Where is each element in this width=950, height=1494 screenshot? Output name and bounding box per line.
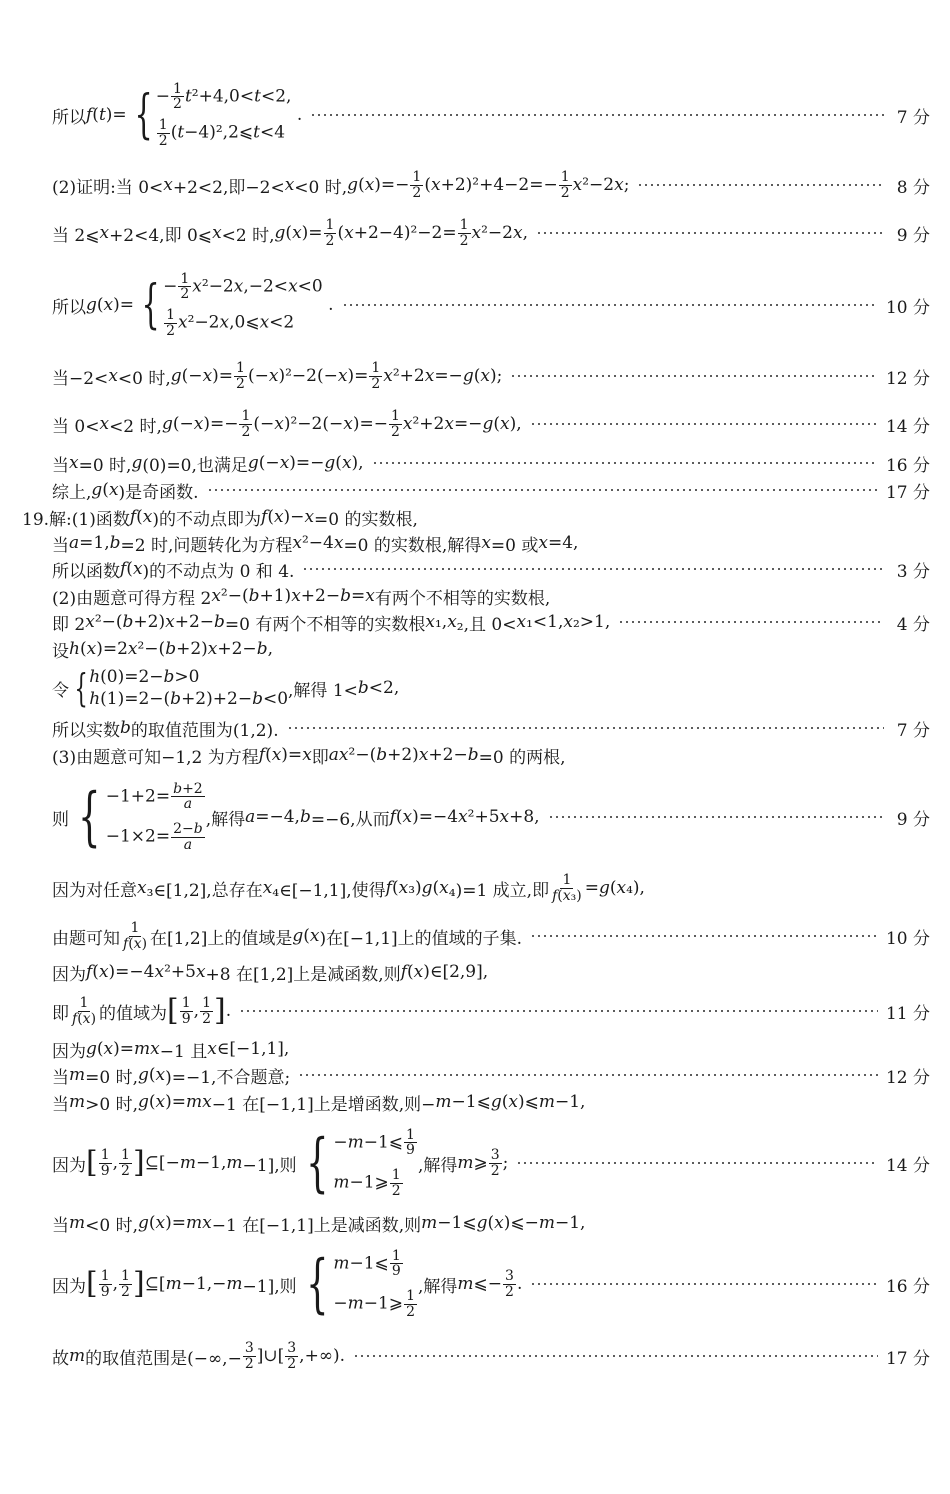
- score-label: 14 分: [885, 1155, 930, 1176]
- math-text: 综上, g ( x )是奇函数.: [52, 480, 199, 503]
- math-text: 因为 f ( x )=−4 x ²+5 x +8 在[1,2]上是减函数,则 f ( x )∈[2,9],: [52, 962, 489, 985]
- score-label: 9 分: [896, 225, 930, 246]
- solution-line: [52, 1062, 930, 1088]
- solution-line: [52, 715, 930, 741]
- math-text: 当 m >0 时, g ( x )= mx −1 在[−1,1]上是增函数,则− m −1⩽ g ( x )⩽ m −1,: [52, 1092, 586, 1115]
- math-text: 所以实数 b 的取值范围为(1,2).: [52, 718, 279, 741]
- score-label: 10 分: [885, 297, 930, 318]
- leader-dots: [239, 1010, 878, 1012]
- math-text: 因为 g ( x )= mx −1 且 x ∈[−1,1],: [52, 1039, 290, 1062]
- leader-dots: [530, 423, 878, 425]
- leader-dots: [287, 727, 884, 729]
- score-label: 16 分: [885, 1276, 930, 1297]
- math-text: 因为 [ $\frac{1}{9}$ , $\frac{1}{2}$ ] ⊆[− m −1, m −1],则 { −m−1⩽ $\frac{1}{9}$ m−1⩾ $\frac{1}{2}$ ,解得 m ⩾ $\frac{3}{2}$ ;: [52, 1126, 509, 1200]
- math-text: 令 { h(0)=2−b>0 h(1)=2−(b+2)+2−b<0 ,解得 1< b <2,: [52, 666, 400, 710]
- score-label: 16 分: [885, 455, 930, 476]
- math-text: 因为对任意 x ₃∈[1,2],总存在 x ₄∈[−1,1],使得 f ( x ₃) g ( x ₄)=1 成立,即 $\frac{1}{\text{f(x₃)}}$ = g ( x ₄),: [52, 871, 645, 904]
- math-text: 19.解:(1)函数 f ( x )的不动点即为 f ( x )− x =0 的实数根,: [22, 507, 418, 530]
- score-label: 7 分: [896, 720, 930, 741]
- leader-dots: [207, 489, 878, 491]
- score-label: 9 分: [896, 809, 930, 830]
- score-label: 12 分: [885, 1067, 930, 1088]
- leader-dots: [298, 1074, 878, 1076]
- solution-line: [52, 664, 930, 712]
- score-label: 17 分: [885, 482, 930, 503]
- solution-line: [52, 609, 930, 635]
- math-text: 当−2< x <0 时, g (− x )= $\frac{1}{2}$ (− x )²−2(− x )= $\frac{1}{2}$ x ²+2 x =− g ( x );: [52, 359, 503, 392]
- leader-dots: [530, 935, 878, 937]
- solution-line: [52, 916, 930, 956]
- math-text: 当 x =0 时, g (0)=0,也满足 g (− x )=− g ( x ),: [52, 453, 364, 476]
- math-text: 故 m 的取值范围是(−∞,− $\frac{3}{2}$ ]∪[ $\frac{3}{2}$ ,+∞).: [52, 1339, 346, 1372]
- solution-line: [52, 772, 930, 862]
- math-text: (2)由题意可得方程 2 x ²−( b +1) x +2− b = x 有两个不相等的实数根,: [52, 586, 551, 609]
- score-label: 14 分: [885, 416, 930, 437]
- leader-dots: [516, 1162, 878, 1164]
- math-text: 所以 g ( x )= { − $\frac{1}{2}$ x²−2x,−2<x<0 $\frac{1}{2}$ x²−2x,0⩽x<2 .: [52, 270, 334, 339]
- math-text: 因为 [ $\frac{1}{9}$ , $\frac{1}{2}$ ] ⊆[ m −1,− m −1],则 { m−1⩽ $\frac{1}{9}$ −m−1⩾ $\frac{1}{2}$ ,解得 m ⩽− $\frac{3}{2}$ .: [52, 1247, 523, 1321]
- solution-line: [52, 166, 930, 204]
- score-label: 7 分: [896, 107, 930, 128]
- math-text: 当 a =1, b =2 时,问题转化为方程 x ²−4 x =0 的实数根,解得 x =0 或 x =4,: [52, 533, 579, 556]
- solution-line: [52, 214, 930, 252]
- solution-line: [52, 742, 930, 768]
- solution-line: [52, 583, 930, 609]
- math-text: 当 0< x <2 时, g (− x )=− $\frac{1}{2}$ (− x )²−2(− x )=− $\frac{1}{2}$ x ²+2 x =− g ( x ),: [52, 407, 522, 440]
- solution-line: [52, 450, 930, 476]
- math-text: 所以函数 f ( x )的不动点为 0 和 4.: [52, 559, 295, 582]
- score-label: 17 分: [885, 1348, 930, 1369]
- math-text: 当 m =0 时, g ( x )=−1,不合题意;: [52, 1065, 291, 1088]
- solution-line: [52, 1238, 930, 1330]
- solution-line: [52, 405, 930, 443]
- math-text: 当 m <0 时, g ( x )= mx −1 在[−1,1]上是减函数,则 m −1⩽ g ( x )⩽− m −1,: [52, 1213, 586, 1236]
- leader-dots: [310, 114, 884, 116]
- solution-line: [52, 265, 930, 345]
- score-label: 3 分: [896, 561, 930, 582]
- score-label: 10 分: [885, 928, 930, 949]
- leader-dots: [372, 462, 878, 464]
- math-text: 则 { −1+2= $\frac{b+2}{a}$ −1×2= $\frac{2-b}{a}$ ,解得 a =−4, b =−6,从而 f ( x )=−4 x ²+5 x +8,: [52, 780, 540, 854]
- solution-line: [52, 1210, 930, 1236]
- math-text: 即 $\frac{1}{f(x)}$ 的值域为 [ $\frac{1}{9}$ , $\frac{1}{2}$ ] .: [52, 993, 232, 1028]
- leader-dots: [637, 184, 884, 186]
- math-text: (2)证明:当 0< x +2<2,即−2< x <0 时, g ( x )=− $\frac{1}{2}$ ( x +2)²+4−2=− $\frac{1}{2}$ x ²−2 x ;: [52, 168, 630, 201]
- leader-dots: [548, 816, 884, 818]
- solution-line: [52, 990, 930, 1032]
- solution-line: [52, 1089, 930, 1115]
- leader-dots: [618, 621, 884, 623]
- solution-line: [52, 1336, 930, 1376]
- solution-line: [22, 504, 930, 530]
- math-text: 由题可知 $\frac{1}{f(x)}$ 在[1,2]上的值域是 g ( x )在[−1,1]上的值域的子集.: [52, 919, 523, 952]
- solution-line: [52, 357, 930, 395]
- math-text: 设 h ( x )=2 x ²−( b +2) x +2− b ,: [52, 639, 273, 662]
- leader-dots: [510, 375, 878, 377]
- solution-line: [52, 530, 930, 556]
- solution-line: [52, 1036, 930, 1062]
- leader-dots: [302, 568, 884, 570]
- math-text: (3)由题意可知−1,2 为方程 f ( x )= x 即 ax ²−( b +2) x +2− b =0 的两根,: [52, 745, 566, 768]
- score-label: 8 分: [896, 177, 930, 198]
- leader-dots: [342, 304, 878, 306]
- score-label: 12 分: [885, 368, 930, 389]
- leader-dots: [530, 1283, 878, 1285]
- solution-line: [52, 868, 930, 908]
- solution-line: [52, 959, 930, 985]
- solution-line: [52, 477, 930, 503]
- score-label: 11 分: [885, 1003, 930, 1024]
- solution-line: [52, 1118, 930, 1208]
- solution-line: [52, 75, 930, 155]
- solution-line: [52, 556, 930, 582]
- math-text: 当 2⩽ x +2<4,即 0⩽ x <2 时, g ( x )= $\frac{1}{2}$ ( x +2−4)²−2= $\frac{1}{2}$ x ²−2 x ,: [52, 216, 528, 249]
- score-label: 4 分: [896, 614, 930, 635]
- leader-dots: [353, 1355, 878, 1357]
- leader-dots: [536, 232, 884, 234]
- math-text: 即 2 x ²−( b +2) x +2− b =0 有两个不相等的实数根 x ₁, x ₂,且 0< x ₁<1, x ₂>1,: [52, 612, 611, 635]
- math-text: 所以 f ( t )= { − $\frac{1}{2}$ t²+4,0<t<2, $\frac{1}{2}$ (t−4)²,2⩽t<4 .: [52, 80, 303, 149]
- solution-line: [52, 636, 930, 662]
